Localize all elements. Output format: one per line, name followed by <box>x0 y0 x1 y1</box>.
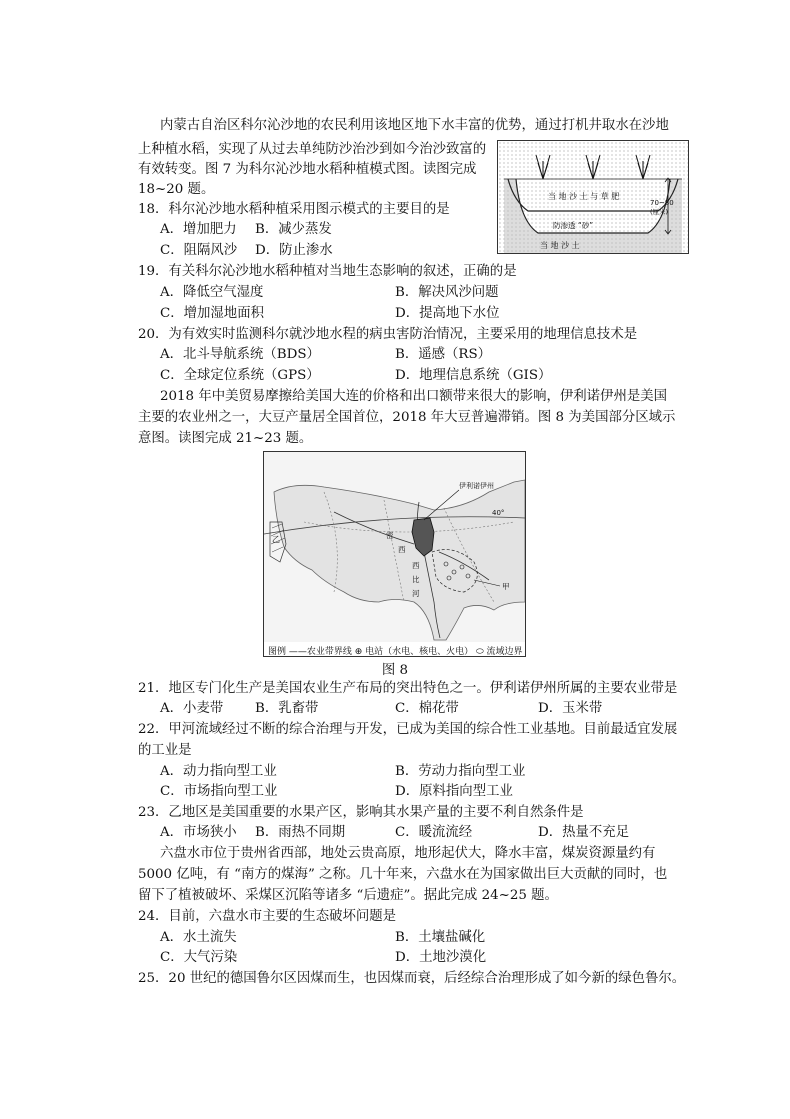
q23-option-c[interactable]: C．暖流流经 <box>395 825 473 840</box>
q18-option-d[interactable]: D．防止渗水 <box>255 243 333 258</box>
q21-option-d[interactable]: D．玉米带 <box>538 701 603 716</box>
q23-stem: 23．乙地区是美国重要的水果产区，影响其水果产量的主要不利自然条件是 <box>138 805 584 820</box>
q19-option-c[interactable]: C．增加湿地面积 <box>160 306 264 321</box>
q19-stem: 19．有关科尔沁沙地水稻种植对当地生态影响的叙述，正确的是 <box>138 264 517 279</box>
q21-option-b[interactable]: B．乳畜带 <box>255 701 319 716</box>
q21-option-c[interactable]: C．棉花带 <box>395 701 459 716</box>
q24-stem: 24．目前，六盘水市主要的生态破坏问题是 <box>138 909 397 924</box>
fig8-lat-label: 40° <box>492 509 505 517</box>
q24-option-a[interactable]: A．水土流失 <box>160 930 237 945</box>
q20-option-d[interactable]: D．地理信息系统（GIS） <box>395 368 552 383</box>
intro1-line2: 上种植水稻，实现了从过去单纯防沙治沙到如今治沙致富的 <box>138 142 487 157</box>
q18-option-b[interactable]: B．减少蒸发 <box>255 222 332 237</box>
figure-8-svg <box>264 452 525 642</box>
fig8-state-label: 伊利诺伊州 <box>459 482 494 490</box>
fig7-depth-unit: (厘米) <box>650 208 669 216</box>
fig8-legend: 图例 ——农业带界线 ⊕ 电站（水电、核电、火电） ⬭ 流域边界 <box>268 647 523 657</box>
figure-8-us-map <box>263 451 526 657</box>
intro2-line2: 主要的农业州之一，大豆产量居全国首位，2018 年大豆普遍滞销。图 8 为美国部分区域示 <box>138 410 676 425</box>
q24-option-d[interactable]: D．土地沙漠化 <box>395 950 487 965</box>
q21-option-a[interactable]: A．小麦带 <box>160 701 224 716</box>
figure-7-svg <box>498 141 688 253</box>
fig7-seep-label: 防渗透 “砂” <box>553 221 594 230</box>
q19-option-a[interactable]: A．降低空气湿度 <box>160 285 264 300</box>
fig8-river5: 河 <box>412 589 420 598</box>
intro3-line1: 六盘水市位于贵州省西部，地处云贵高原，地形起伏大，降水丰富，煤炭资源量约有 <box>160 846 656 861</box>
q20-stem: 20．为有效实时监测科尔就沙地水程的病虫害防治情况，主要采用的地理信息技术是 <box>138 327 638 342</box>
q20-option-a[interactable]: A．北斗导航系统（BDS） <box>160 347 320 362</box>
q22-option-a[interactable]: A．动力指向型工业 <box>160 764 277 779</box>
q22-stem-line2: 的工业是 <box>138 743 192 758</box>
fig7-soil-label: 当 地 沙 土 与 草 肥 <box>548 192 620 201</box>
q23-option-d[interactable]: D．热量不充足 <box>538 825 630 840</box>
intro1-line1: 内蒙古自治区科尔沁沙地的农民利用该地区地下水丰富的优势，通过打机井取水在沙地 <box>160 118 669 133</box>
q24-option-b[interactable]: B．土壤盐碱化 <box>395 930 486 945</box>
fig8-river4: 比 <box>412 575 420 584</box>
fig8-river1: 密 <box>386 531 394 540</box>
q18-stem: 18．科尔沁沙地水稻种植采用图示模式的主要目的是 <box>138 202 450 217</box>
intro1-line4: 18~20 题。 <box>138 182 215 197</box>
q18-option-a[interactable]: A．增加肥力 <box>160 222 237 237</box>
q20-option-c[interactable]: C．全球定位系统（GPS） <box>160 368 320 383</box>
figure-7-rice-diagram <box>497 140 689 254</box>
q22-option-d[interactable]: D．原料指向型工业 <box>395 784 513 799</box>
q22-option-b[interactable]: B．劳动力指向型工业 <box>395 764 526 779</box>
fig7-depth: 70~80 <box>650 199 674 207</box>
q25-stem: 25．20 世纪的德国鲁尔区因煤而生，也因煤而衰，后经综合治理形成了如今新的绿色鲁尔。 <box>138 971 686 986</box>
intro2-line3: 意图。读图完成 21~23 题。 <box>138 431 313 446</box>
intro2-line1: 2018 年中美贸易摩擦给美国大连的价格和出口额带来很大的影响，伊利诺伊州是美国 <box>160 389 668 404</box>
q19-option-b[interactable]: B．解决风沙问题 <box>395 285 499 300</box>
intro1-line3: 有效转变。图 7 为科尔沁沙地水稻种植模式图。读图完成 <box>138 162 477 177</box>
q18-option-c[interactable]: C．阻隔风沙 <box>160 243 238 258</box>
fig8-river2: 西 <box>398 545 406 554</box>
q20-option-b[interactable]: B．遥感（RS） <box>395 347 492 362</box>
fig8-jia-label: 甲 <box>502 582 510 591</box>
fig8-caption: 图 8 <box>381 663 409 678</box>
q22-option-c[interactable]: C．市场指向型工业 <box>160 784 278 799</box>
q24-option-c[interactable]: C．大气污染 <box>160 950 238 965</box>
q22-stem-line1: 22．甲河流域经过不断的综合治理与开发，已成为美国的综合性工业基地。目前最适宜发展 <box>138 722 678 737</box>
intro3-line3: 留下了植被破坏、采煤区沉陷等诸多 “后遗症”。据此完成 24~25 题。 <box>138 888 558 903</box>
intro3-line2: 5000 亿吨，有 “南方的煤海” 之称。几十年来，六盘水在为国家做出巨大贡献的同时，也 <box>138 867 668 882</box>
fig8-yi-label: 乙 <box>272 535 280 544</box>
q19-option-d[interactable]: D．提高地下水位 <box>395 306 500 321</box>
fig7-base-label: 当 地 沙 土 <box>540 241 580 250</box>
fig8-river3: 西 <box>412 561 420 570</box>
q23-option-b[interactable]: B．雨热不同期 <box>255 825 346 840</box>
q21-stem: 21．地区专门化生产是美国农业生产布局的突出特色之一。伊利诺伊州所属的主要农业带是 <box>138 681 678 696</box>
q23-option-a[interactable]: A．市场狭小 <box>160 825 237 840</box>
